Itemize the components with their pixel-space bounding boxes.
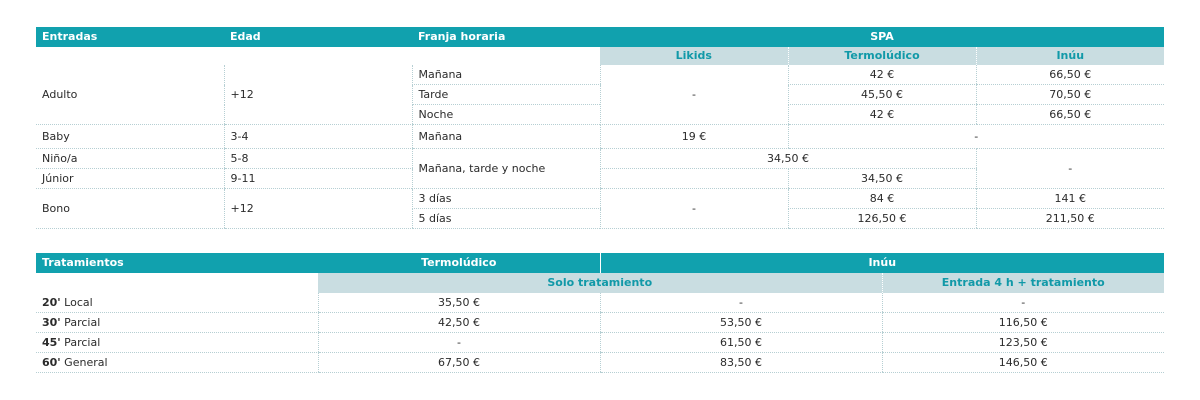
entrada-adulto: Adulto (36, 65, 224, 125)
termoludico-price: 34,50 € (788, 169, 976, 189)
tratamiento-name (36, 333, 318, 353)
likids-price: - (600, 65, 788, 125)
tratamiento-minutes: 20' (42, 295, 61, 309)
inuu-price: 211,50 € (976, 209, 1164, 229)
solo-tratamiento-price: 83,50 € (600, 353, 882, 373)
header-entradas: Entradas (36, 27, 224, 47)
table-row (36, 189, 1164, 209)
likids-price: - (600, 189, 788, 229)
header-edad: Edad (224, 27, 412, 47)
tratamiento-minutes: 45' (42, 335, 61, 349)
franja-cell: 5 días (412, 209, 600, 229)
tratamiento-type: Parcial (60, 335, 101, 349)
franja-cell: Mañana (412, 125, 600, 149)
subheader-spacer (36, 273, 318, 293)
inuu-price: 66,50 € (976, 105, 1164, 125)
inuu-price: 66,50 € (976, 65, 1164, 85)
subheader-spacer (36, 47, 600, 65)
subheader-inuu: Inúu (976, 47, 1164, 65)
tratamiento-minutes: 60' (42, 355, 61, 369)
edad-baby: 3-4 (224, 125, 412, 149)
entrada-baby: Baby (36, 125, 224, 149)
entradas-table (36, 27, 1164, 229)
edad-junior: 9-11 (224, 169, 412, 189)
tratamientos-table (36, 253, 1164, 373)
franja-cell: 3 días (412, 189, 600, 209)
header-tratamientos: Tratamientos (36, 253, 318, 273)
inuu-price: 141 € (976, 189, 1164, 209)
termoludico-price: 35,50 € (318, 293, 600, 313)
franja-cell: Noche (412, 105, 600, 125)
edad-adulto: +12 (224, 65, 412, 125)
header-franja-horaria: Franja horaria (412, 27, 600, 47)
tratamiento-name (36, 313, 318, 333)
termoludico-price: 84 € (788, 189, 976, 209)
solo-tratamiento-price: - (600, 293, 882, 313)
table-row (36, 65, 1164, 85)
edad-nino: 5-8 (224, 149, 412, 169)
entrada-bono: Bono (36, 189, 224, 229)
entrada-tratamiento-price: - (882, 293, 1164, 313)
likids-price: 19 € (600, 125, 788, 149)
subheader-solo-tratamiento: Solo tratamiento (318, 273, 882, 293)
termoludico-price: 67,50 € (318, 353, 600, 373)
entrada-nino: Niño/a (36, 149, 224, 169)
tratamiento-name (36, 293, 318, 313)
table-row (36, 149, 1164, 169)
entrada-tratamiento-price: 116,50 € (882, 313, 1164, 333)
entrada-tratamiento-price: 146,50 € (882, 353, 1164, 373)
table-row (36, 353, 1164, 373)
table-row (36, 333, 1164, 353)
tratamiento-type: General (60, 355, 108, 369)
table-row (36, 313, 1164, 333)
header-inuu: Inúu (600, 253, 1164, 273)
termoludico-price: 42 € (788, 65, 976, 85)
entrada-junior: Júnior (36, 169, 224, 189)
franja-cell: Mañana (412, 65, 600, 85)
inuu-price: - (976, 149, 1164, 189)
tratamiento-minutes: 30' (42, 315, 61, 329)
tratamiento-type: Local (60, 295, 93, 309)
termoludico-price: 42 € (788, 105, 976, 125)
likids-empty (600, 169, 788, 189)
entrada-tratamiento-price: 123,50 € (882, 333, 1164, 353)
tratamiento-type: Parcial (60, 315, 101, 329)
subheader-termoludico: Termolúdico (788, 47, 976, 65)
header-termoludico: Termolúdico (318, 253, 600, 273)
termoludico-price: 126,50 € (788, 209, 976, 229)
termoludico-price: - (318, 333, 600, 353)
likids-termoludico-price: 34,50 € (600, 149, 976, 169)
header-spa: SPA (600, 27, 1164, 47)
solo-tratamiento-price: 53,50 € (600, 313, 882, 333)
inuu-price: 70,50 € (976, 85, 1164, 105)
table-row (36, 125, 1164, 149)
tratamiento-name (36, 353, 318, 373)
solo-tratamiento-price: 61,50 € (600, 333, 882, 353)
edad-bono: +12 (224, 189, 412, 229)
termoludico-price: 42,50 € (318, 313, 600, 333)
franja-cell: Tarde (412, 85, 600, 105)
subheader-entrada-tratamiento: Entrada 4 h + tratamiento (882, 273, 1164, 293)
termoludico-price: 45,50 € (788, 85, 976, 105)
table-row (36, 293, 1164, 313)
franja-cell: Mañana, tarde y noche (412, 149, 600, 189)
spa-price: - (788, 125, 1164, 149)
subheader-likids: Likids (600, 47, 788, 65)
